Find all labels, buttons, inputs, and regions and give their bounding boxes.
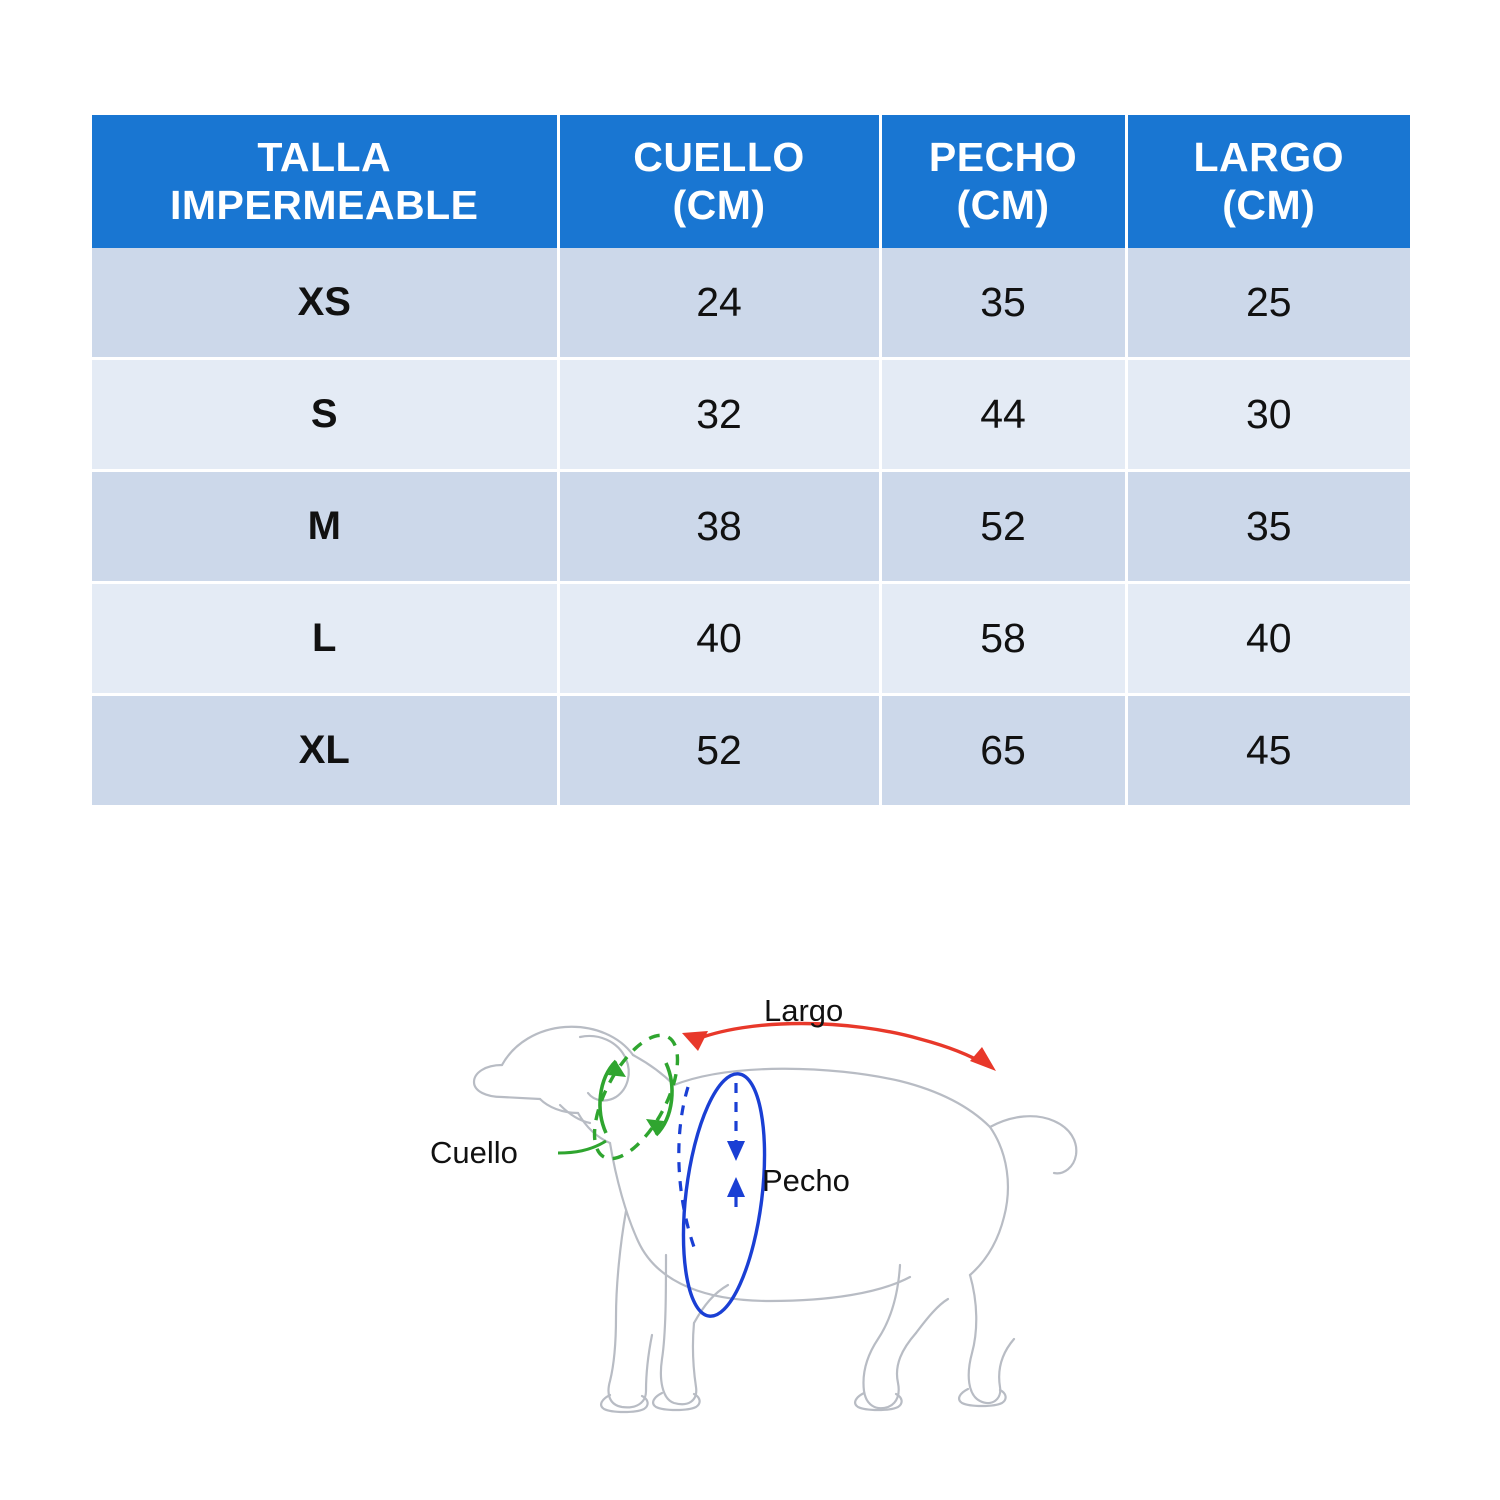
column-header-talla-line2: IMPERMEABLE bbox=[170, 182, 479, 229]
cell-cuello: 52 bbox=[558, 694, 880, 806]
measurement-diagram bbox=[430, 955, 1210, 1435]
column-header-largo bbox=[1126, 115, 1410, 248]
cell-pecho: 44 bbox=[880, 358, 1126, 470]
column-header-talla bbox=[92, 115, 558, 248]
table-row bbox=[92, 694, 1410, 806]
cell-largo: 30 bbox=[1126, 358, 1410, 470]
column-header-cuello bbox=[558, 115, 880, 248]
cell-largo: 40 bbox=[1126, 582, 1410, 694]
cell-largo: 35 bbox=[1126, 470, 1410, 582]
column-header-pecho-line1: PECHO bbox=[928, 134, 1078, 180]
table-row bbox=[92, 248, 1410, 359]
dog-outline-illustration bbox=[474, 1027, 1076, 1412]
cell-cuello: 38 bbox=[558, 470, 880, 582]
pecho-measurement-indicator bbox=[671, 1069, 849, 1320]
table-header-row bbox=[92, 115, 1410, 248]
cell-size: S bbox=[92, 358, 558, 470]
cell-size: L bbox=[92, 582, 558, 694]
table-row bbox=[92, 470, 1410, 582]
table-row bbox=[92, 358, 1410, 470]
column-header-largo-line2: (CM) bbox=[1222, 182, 1316, 229]
cell-largo: 45 bbox=[1126, 694, 1410, 806]
pecho-label: Pecho bbox=[762, 1163, 850, 1198]
column-header-pecho-line2: (CM) bbox=[956, 182, 1050, 229]
table-row bbox=[92, 582, 1410, 694]
column-header-cuello-line2: (CM) bbox=[672, 182, 766, 229]
largo-measurement-indicator bbox=[682, 993, 996, 1071]
cell-pecho: 65 bbox=[880, 694, 1126, 806]
largo-label: Largo bbox=[764, 993, 844, 1028]
column-header-talla-line1: TALLA bbox=[257, 134, 392, 180]
size-table-container bbox=[92, 115, 1410, 808]
cuello-measurement-indicator bbox=[430, 1023, 694, 1171]
cell-size: M bbox=[92, 470, 558, 582]
cell-size: XS bbox=[92, 248, 558, 359]
cell-cuello: 40 bbox=[558, 582, 880, 694]
cuello-label: Cuello bbox=[430, 1135, 518, 1170]
table-body bbox=[92, 248, 1410, 807]
table-header bbox=[92, 115, 1410, 248]
column-header-largo-line1: LARGO bbox=[1193, 134, 1345, 180]
cell-size: XL bbox=[92, 694, 558, 806]
size-table bbox=[92, 115, 1410, 808]
cell-largo: 25 bbox=[1126, 248, 1410, 359]
cell-pecho: 58 bbox=[880, 582, 1126, 694]
column-header-cuello-line1: CUELLO bbox=[633, 134, 805, 180]
cell-cuello: 24 bbox=[558, 248, 880, 359]
cell-pecho: 52 bbox=[880, 470, 1126, 582]
cell-pecho: 35 bbox=[880, 248, 1126, 359]
column-header-pecho bbox=[880, 115, 1126, 248]
cell-cuello: 32 bbox=[558, 358, 880, 470]
